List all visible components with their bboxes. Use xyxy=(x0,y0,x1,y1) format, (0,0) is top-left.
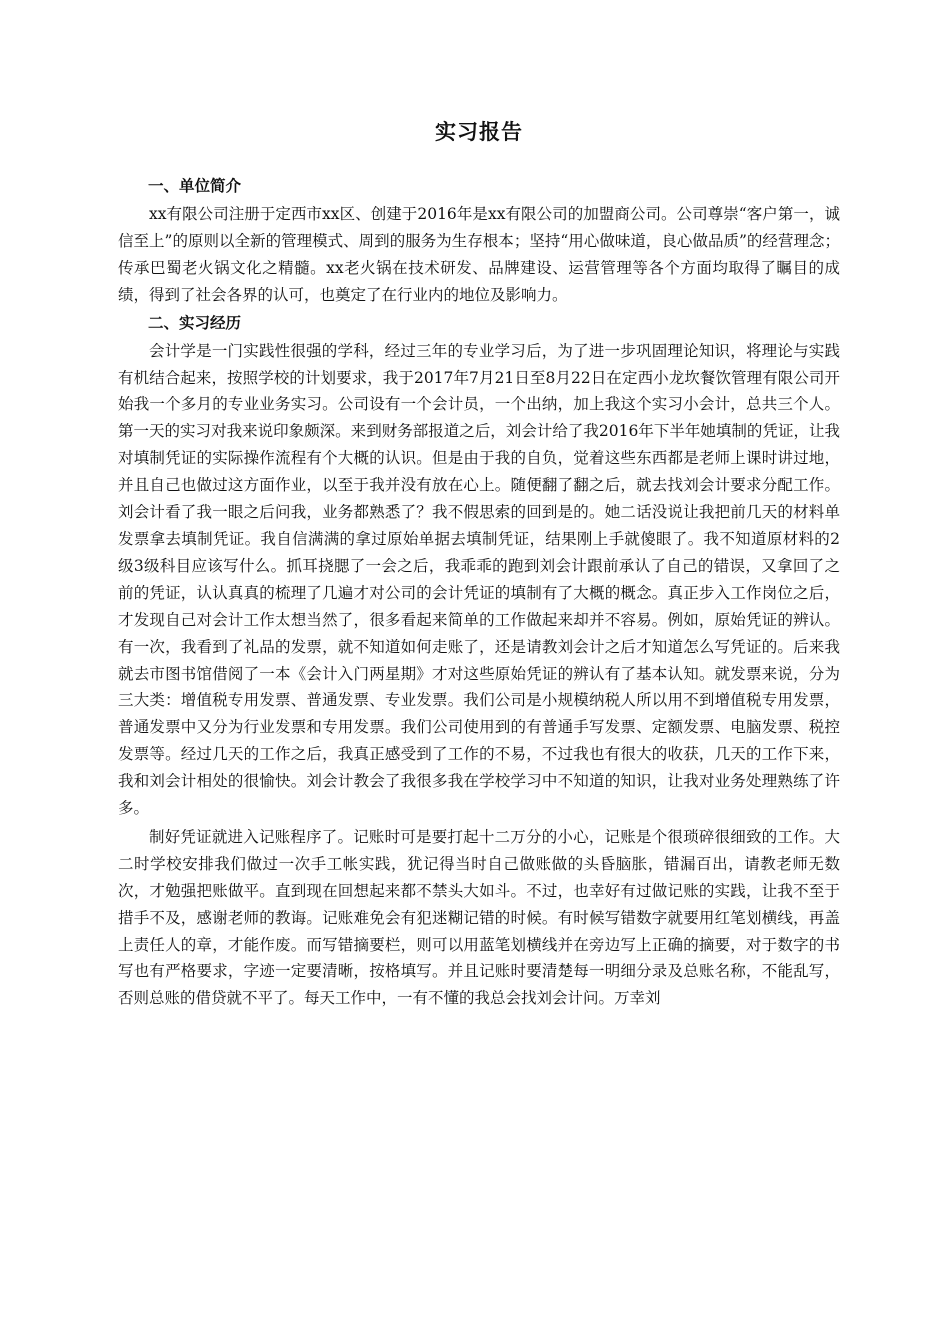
section-company-intro xyxy=(118,174,840,309)
document-page xyxy=(118,112,840,1014)
paragraph: 会计学是一门实践性很强的学科，经过三年的专业学习后，为了进一步巩固理论知识，将理论与实践有机结合起来，按照学校的计划要求，我于2017年7月21日至8月22日在定西小龙坎餐饮管理有限公司开始我一个多月的专业业务实习。公司设有一个会计员，一个出纳，加上我这个实习小会计，总共三个人。第一天的实习对我来说印象颇深。来到财务部报道之后，刘会计给了我2016年下半年她填制的凭证，让我对填制凭证的实际操作流程有个大概的认识。但是由于我的自负，觉着这些东西都是老师上课时讲过地，并且自己也做过这方面作业，以至于我并没有放在心上。随便翻了翻之后，就去找刘会计要求分配工作。刘会计看了我一眼之后问我，业务都熟悉了？我不假思索的回到是的。她二话没说让我把前几天的材料单发票拿去填制凭证。我自信满满的拿过原始单据去填制凭证，结果刚上手就傻眼了。我不知道原材料的2级3级科目应该写什么。抓耳挠腮了一会之后，我乖乖的跑到刘会计跟前承认了自己的错误，又拿回了之前的凭证，认认真真的梳理了几遍才对公司的会计凭证的填制有了大概的概念。真正步入工作岗位之后，才发现自己对会计工作太想当然了，很多看起来简单的工作做起来却并不容易。例如，原始凭证的辨认。有一次，我看到了礼品的发票，就不知道如何走账了，还是请教刘会计之后才知道怎么写凭证的。后来我就去市图书馆借阅了一本《会计入门两星期》才对这些原始凭证的辨认有了基本认知。就发票来说，分为三大类：增值税专用发票、普通发票、专业发票。我们公司是小规模纳税人所以用不到增值税专用发票，普通发票中又分为行业发票和专用发票。我们公司使用到的有普通手写发票、定额发票、电脑发票、税控发票等。经过几天的工作之后，我真正感受到了工作的不易，不过我也有很大的收获，几天的工作下来，我和刘会计相处的很愉快。刘会计教会了我很多我在学校学习中不知道的知识，让我对业务处理熟练了许多。 xyxy=(118,341,840,818)
section-heading: 一、单位简介 xyxy=(148,177,242,195)
section-heading: 二、实习经历 xyxy=(148,313,242,332)
section-internship-experience xyxy=(118,311,840,1013)
document-title: 实习报告 xyxy=(435,120,523,144)
paragraph: xx有限公司注册于定西市xx区、创建于2016年是xx有限公司的加盟商公司。公司尊崇“客户第一，诚信至上”的原则以全新的管理模式、周到的服务为生存根本；坚持“用心做味道，良心做品质”的经营理念；传承巴蜀老火锅文化之精髓。xx老火锅在技术研发、品牌建设、运营管理等各个方面均取得了瞩目的成绩，得到了社会各界的认可，也奠定了在行业内的地位及影响力。 xyxy=(118,205,840,304)
paragraph: 制好凭证就进入记账程序了。记账时可是要打起十二万分的小心，记账是个很琐碎很细致的工作。大二时学校安排我们做过一次手工帐实践，犹记得当时自己做账做的头昏脑胀，错漏百出，请教老师无数次，才勉强把账做平。直到现在回想起来都不禁头大如斗。不过，也幸好有过做记账的实践，让我不至于措手不及，感谢老师的教诲。记账难免会有犯迷糊记错的时候。有时候写错数字就要用红笔划横线，再盖上责任人的章，才能作废。而写错摘要栏，则可以用蓝笔划横线并在旁边写上正确的摘要，对于数字的书写也有严格要求，字迹一定要清晰，按格填写。并且记账时要清楚每一明细分录及总账名称，不能乱写，否则总账的借贷就不平了。每天工作中，一有不懂的我总会找刘会计问。万幸刘 xyxy=(118,827,840,1008)
